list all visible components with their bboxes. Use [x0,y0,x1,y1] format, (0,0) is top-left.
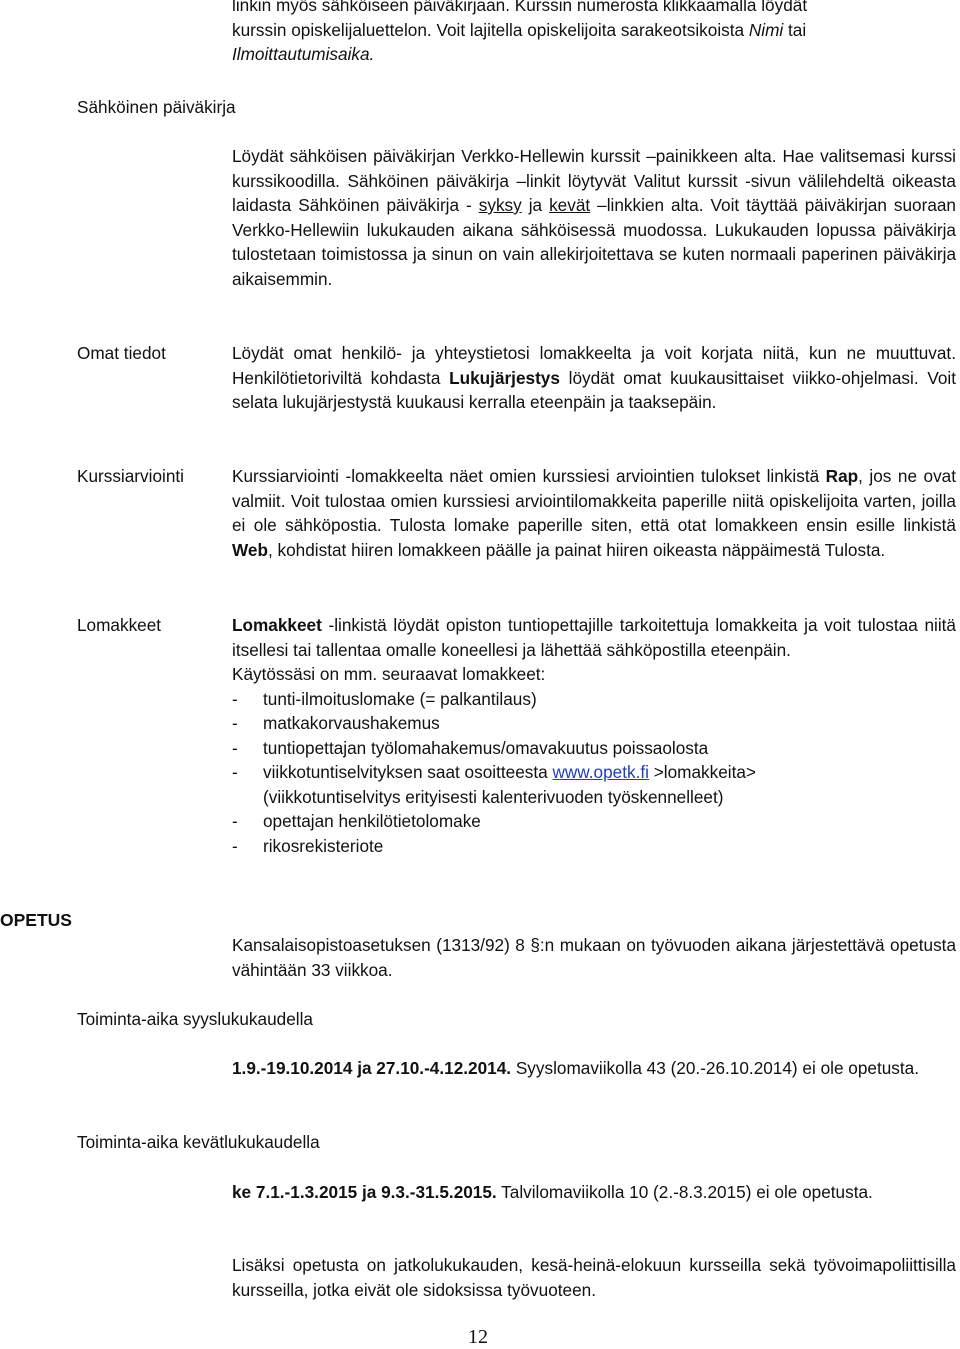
label-syyslukukausi: Toiminta-aika syyslukukaudella [77,1009,313,1029]
list-item: - tuntiopettajan työlomahakemus/omavakuutus poissaolosta [232,737,709,758]
label-omat-tiedot: Omat tiedot [77,343,166,363]
list-item: - matkakorvaushakemus [232,713,440,733]
column-ilmoittautumisaika: Ilmoittautumisaika. [232,44,375,64]
opetus-text: Kansalaisopistoasetuksen (1313/92) 8 §:n mukaan on työvuoden aikana järjestettävä opetusta vähintään 33 viikkoa. [232,935,956,980]
list-item: - rikosrekisteriote [232,835,384,856]
list-item: - viikkotuntiselvityksen saat osoitteesta www.opetk.fi >lomakkeita> (viikkotuntiselvitys erityisesti kalenterivuoden työskennelleet) [232,762,756,807]
list-item: - tunti-ilmoituslomake (= palkantilaus) [232,688,537,709]
intro-paragraph: linkin myös sähköiseen päiväkirjaan. Kurssin numerosta klikkaamalla löydät kurssin opiskelijaluettelon. Voit lajitella opiskelijoita sarakeotsikoista Nimi tai Ilmoittautumisaika. [232,0,808,64]
page-number: 12 [468,1326,488,1348]
opetk-link[interactable]: www.opetk.fi [552,762,649,782]
forms-list [232,687,956,859]
kurssiarviointi-text: Kurssiarviointi -lomakkeelta näet omien kurssiesi arviointien tulokset linkistä Rap, jos ne ovat valmiit. Voit tulostaa omien kurssiesi arviointilomakkeita paperille niitä opiskelijoita varten, joilla ei ole sähköpostia. Tulosta lomake paperille siten, että otat lomakkeen ensin esille linkistä Web, kohdistat hiiren lomakkeen päälle ja painat hiiren oikeasta näppäimestä Tulosta. [232,466,956,560]
lomakkeet-text: Lomakkeet -linkistä löydät opiston tuntiopettajille tarkoitettuja lomakkeita ja voit tulostaa niitä itsellesi tai tallentaa omalle koneellesi ja lähettää sähköpostilla eteenpäin. Käytössäsi on mm. seuraavat lomakkeet: - tunti-ilmoituslomake (= palkantilaus) - matkakorvaushakemus - tuntiopettajan työlomahakemus/omavakuutus poissaolosta - viikkotuntiselvityksen saat osoitteesta www.opetk.fi >lomakkeita> (viikkotuntiselvitys erityisesti kalenterivuoden työskennelleet) - opettajan henkilötietolomake - rikosrekisteriote [232,613,956,858]
syksy-link-text: syksy [478,195,522,215]
list-item: - opettajan henkilötietolomake [232,811,481,831]
opetus-heading: OPETUS [0,910,72,930]
column-nimi: Nimi [748,19,784,40]
label-lomakkeet: Lomakkeet [77,615,162,635]
label-sahkoinen-paivakirja: Sähköinen päiväkirja [77,97,236,117]
paivakirja-text: Löydät sähköisen päiväkirjan Verkko-Hellewin kurssit –painikkeen alta. Hae valitsemasi kurssi kurssikoodilla. Sähköinen päiväkirja –linkit löytyvät Valitut kurssit -sivun välilehdeltä oikeasta laidasta Sähköinen päiväkirja - syksy ja kevät –linkkien alta. Voit täyttää päiväkirjan suoraan Verkko-Hellewiin lukukauden aikana sähköisessä muodossa. Lukukauden lopussa päiväkirja tulostetaan toimistossa ja sinun on vain allekirjoitettava se kuten normaali paperinen päiväkirja aikaisemmin. [232,146,956,289]
syyslukukausi-text: 1.9.-19.10.2014 ja 27.10.-4.12.2014. Syyslomaviikolla 43 (20.-26.10.2014) ei ole opetusta. [232,1058,920,1078]
lisaksi-text: Lisäksi opetusta on jatkolukukauden, kesä-heinä-elokuun kursseilla sekä työvoimapoliittisilla kursseilla, jotka eivät ole sidoksissa työvuoteen. [232,1255,956,1300]
kevat-link-text: kevät [549,195,591,215]
omat-tiedot-text: Löydät omat henkilö- ja yhteystietosi lomakkeelta ja voit korjata niitä, kun ne muuttuvat. Henkilötietoriviltä kohdasta Lukujärjestys löydät omat kuukausittaiset viikko-ohjelmasi. Voit selata lukujärjestystä kuukausi kerralla eteenpäin ja taaksepäin. [232,343,956,412]
label-kevatlukukausi: Toiminta-aika kevätlukukaudella [77,1132,320,1152]
label-kurssiarviointi: Kurssiarviointi [77,466,184,486]
kevatlukukausi-text: ke 7.1.-1.3.2015 ja 9.3.-31.5.2015. Talvilomaviikolla 10 (2.-8.3.2015) ei ole opetusta. [232,1182,873,1202]
